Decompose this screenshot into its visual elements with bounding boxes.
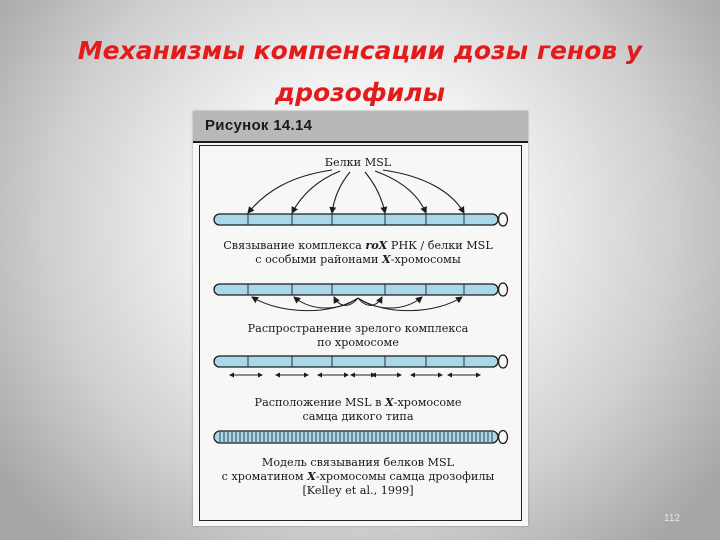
slide-title (40, 30, 680, 114)
msl-diagram (200, 146, 521, 520)
step4-caption-line1: Модель связывания белков MSL (261, 456, 455, 469)
step4-caption-line2: с хроматином X-хромосомы самца дрозофилы (221, 469, 495, 483)
spread-arrow (294, 297, 358, 308)
msl-arrow (332, 172, 350, 213)
step1-caption-line1: Связывание комплекса roX РНК / белки MSL (223, 238, 493, 252)
spread-arrow (358, 297, 422, 308)
step1-caption-line2: с особыми районами X-хромосомы (255, 252, 461, 266)
msl-arrows-group (248, 170, 464, 213)
chromosome-1 (214, 213, 508, 226)
step2-caption-line2: по хромосоме (317, 336, 399, 349)
msl-arrow (365, 172, 385, 213)
msl-arrow (248, 170, 332, 213)
figure-panel (193, 111, 528, 526)
step3-caption-line2: самца дикого типа (302, 410, 414, 423)
page-number: 112 (664, 513, 680, 524)
title-line-2: дрозофилы (274, 78, 446, 107)
step4-citation: [Kelley et al., 1999] (302, 484, 414, 497)
chromosome-2 (214, 283, 508, 296)
proteins-label: Белки MSL (324, 156, 392, 169)
figure-header (193, 111, 528, 143)
step2-caption-line1: Распространение зрелого комплекса (247, 322, 469, 335)
title-line-1: Механизмы компенсации дозы генов у (77, 36, 643, 65)
figure-frame (199, 145, 522, 521)
step3-caption-line1: Расположение MSL в X-хромосоме (254, 395, 462, 409)
msl-arrow (383, 170, 464, 213)
spreading-arrows-group (252, 297, 462, 311)
chromosome-3 (214, 355, 508, 368)
chromosome-4 (214, 431, 508, 444)
msl-arrow (375, 171, 426, 213)
figure-number: Рисунок 14.14 (205, 117, 313, 134)
